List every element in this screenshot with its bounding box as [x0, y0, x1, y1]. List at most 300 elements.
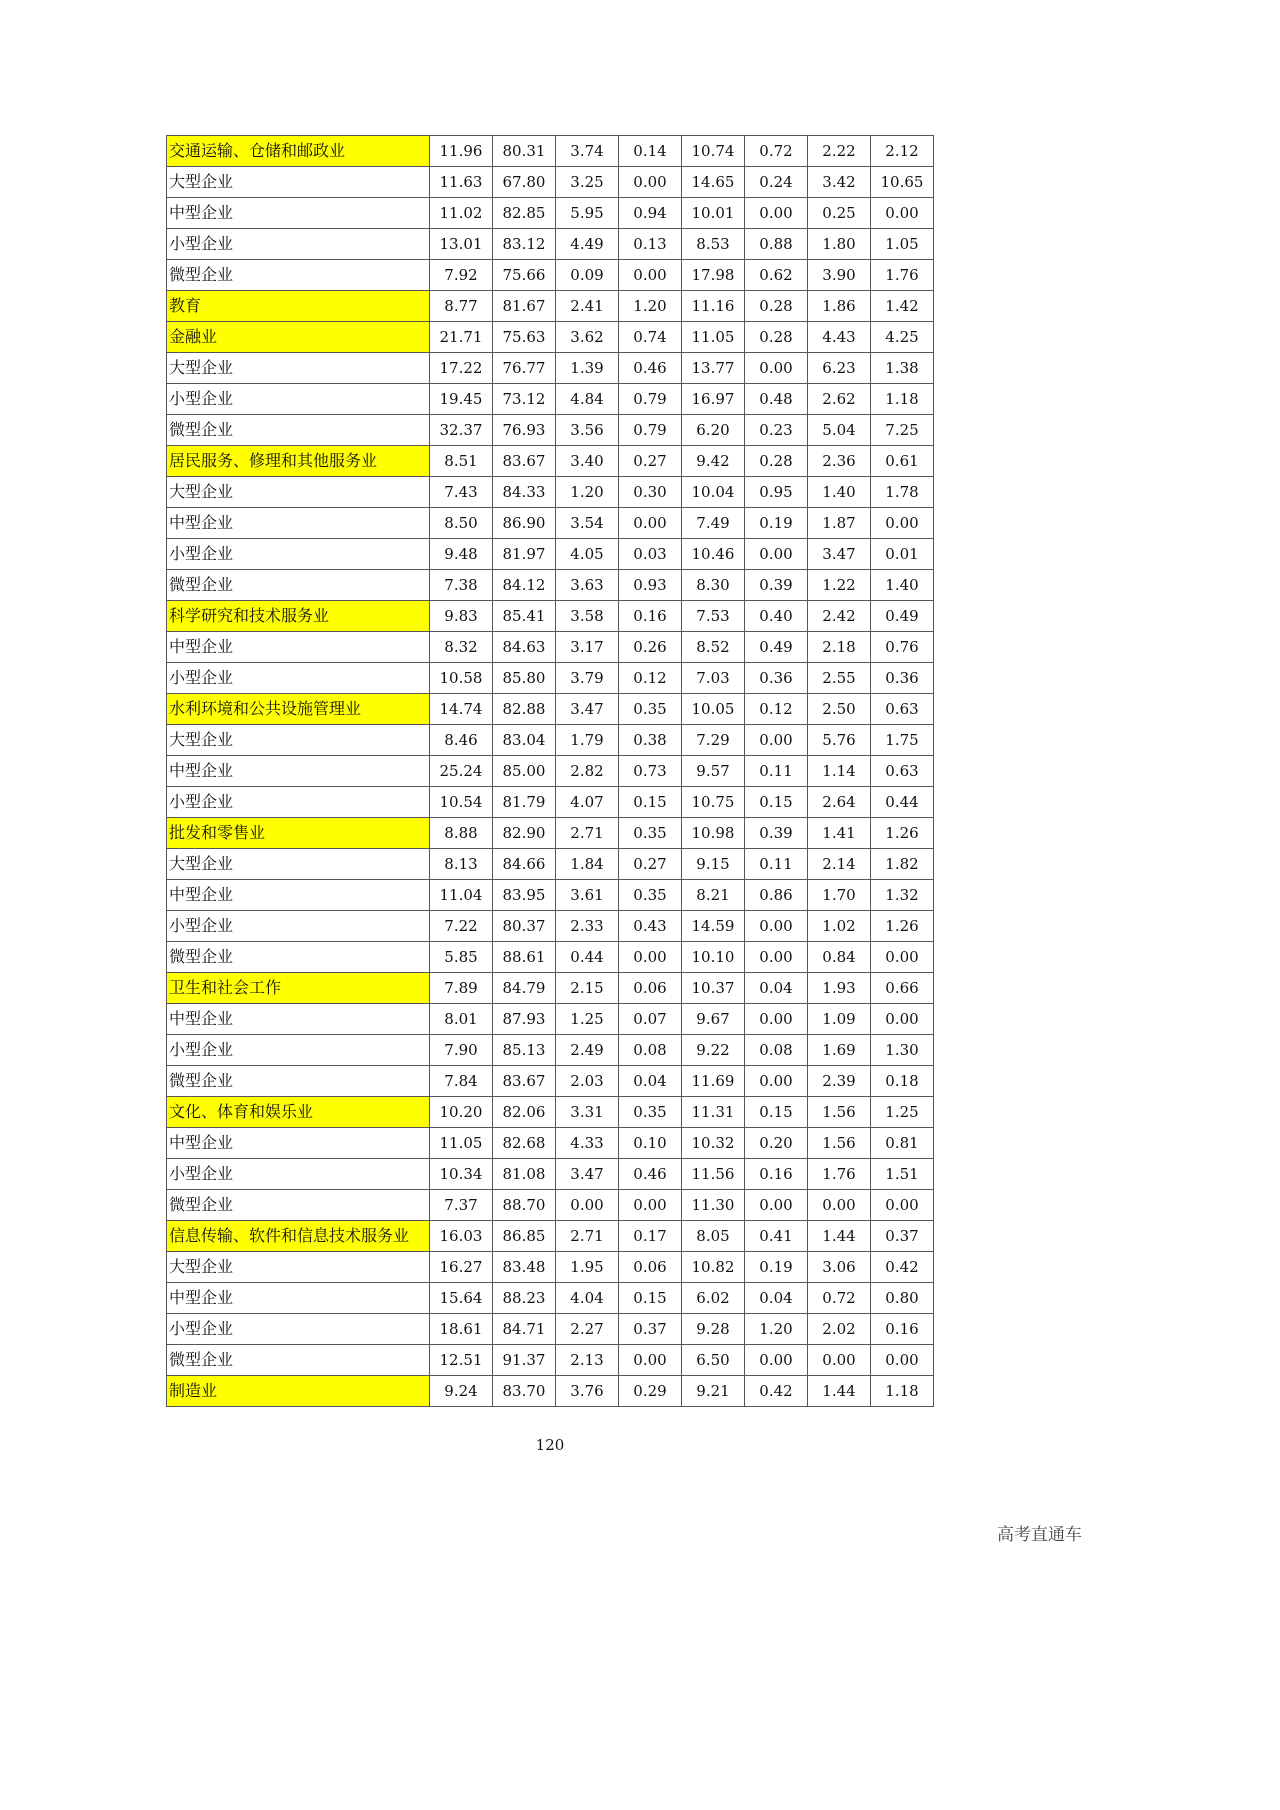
- value-cell: 1.86: [808, 291, 871, 322]
- value-cell: 82.06: [493, 1097, 556, 1128]
- value-cell: 10.34: [430, 1159, 493, 1190]
- value-cell: 0.24: [745, 167, 808, 198]
- value-cell: 1.41: [808, 818, 871, 849]
- value-cell: 1.44: [808, 1221, 871, 1252]
- value-cell: 0.44: [556, 942, 619, 973]
- value-cell: 86.85: [493, 1221, 556, 1252]
- value-cell: 8.50: [430, 508, 493, 539]
- value-cell: 2.64: [808, 787, 871, 818]
- value-cell: 1.18: [871, 1376, 934, 1407]
- industry-label: 金融业: [167, 322, 430, 353]
- value-cell: 3.47: [556, 694, 619, 725]
- value-cell: 7.49: [682, 508, 745, 539]
- value-cell: 10.05: [682, 694, 745, 725]
- value-cell: 84.71: [493, 1314, 556, 1345]
- industry-label: 信息传输、软件和信息技术服务业: [167, 1221, 430, 1252]
- value-cell: 0.49: [745, 632, 808, 663]
- value-cell: 6.20: [682, 415, 745, 446]
- industry-label: 科学研究和技术服务业: [167, 601, 430, 632]
- value-cell: 9.28: [682, 1314, 745, 1345]
- value-cell: 75.63: [493, 322, 556, 353]
- value-cell: 0.08: [745, 1035, 808, 1066]
- value-cell: 84.66: [493, 849, 556, 880]
- industry-row: [167, 1376, 934, 1407]
- value-cell: 17.22: [430, 353, 493, 384]
- value-cell: 7.29: [682, 725, 745, 756]
- enterprise-size-row: [167, 260, 934, 291]
- value-cell: 0.29: [619, 1376, 682, 1407]
- value-cell: 0.73: [619, 756, 682, 787]
- value-cell: 7.03: [682, 663, 745, 694]
- value-cell: 0.00: [745, 353, 808, 384]
- value-cell: 84.63: [493, 632, 556, 663]
- value-cell: 0.63: [871, 756, 934, 787]
- enterprise-size-row: [167, 632, 934, 663]
- value-cell: 83.48: [493, 1252, 556, 1283]
- value-cell: 83.95: [493, 880, 556, 911]
- value-cell: 1.51: [871, 1159, 934, 1190]
- value-cell: 7.89: [430, 973, 493, 1004]
- value-cell: 7.90: [430, 1035, 493, 1066]
- enterprise-size-label: 微型企业: [167, 1190, 430, 1221]
- value-cell: 2.71: [556, 1221, 619, 1252]
- value-cell: 3.58: [556, 601, 619, 632]
- enterprise-size-label: 大型企业: [167, 477, 430, 508]
- enterprise-size-label: 大型企业: [167, 1252, 430, 1283]
- enterprise-size-label: 大型企业: [167, 353, 430, 384]
- value-cell: 9.57: [682, 756, 745, 787]
- value-cell: 83.70: [493, 1376, 556, 1407]
- value-cell: 5.76: [808, 725, 871, 756]
- enterprise-size-label: 小型企业: [167, 229, 430, 260]
- value-cell: 7.37: [430, 1190, 493, 1221]
- value-cell: 14.65: [682, 167, 745, 198]
- value-cell: 1.02: [808, 911, 871, 942]
- value-cell: 0.93: [619, 570, 682, 601]
- value-cell: 0.74: [619, 322, 682, 353]
- enterprise-size-row: [167, 1252, 934, 1283]
- value-cell: 1.42: [871, 291, 934, 322]
- value-cell: 0.72: [808, 1283, 871, 1314]
- value-cell: 80.37: [493, 911, 556, 942]
- value-cell: 2.50: [808, 694, 871, 725]
- industry-data-table: [166, 135, 934, 1407]
- value-cell: 91.37: [493, 1345, 556, 1376]
- value-cell: 9.67: [682, 1004, 745, 1035]
- value-cell: 0.08: [619, 1035, 682, 1066]
- value-cell: 1.20: [745, 1314, 808, 1345]
- enterprise-size-row: [167, 198, 934, 229]
- value-cell: 3.54: [556, 508, 619, 539]
- value-cell: 1.14: [808, 756, 871, 787]
- value-cell: 0.23: [745, 415, 808, 446]
- value-cell: 9.42: [682, 446, 745, 477]
- value-cell: 18.61: [430, 1314, 493, 1345]
- industry-row: [167, 601, 934, 632]
- value-cell: 0.66: [871, 973, 934, 1004]
- enterprise-size-row: [167, 1283, 934, 1314]
- enterprise-size-row: [167, 942, 934, 973]
- enterprise-size-row: [167, 756, 934, 787]
- value-cell: 88.61: [493, 942, 556, 973]
- value-cell: 81.67: [493, 291, 556, 322]
- enterprise-size-row: [167, 167, 934, 198]
- enterprise-size-row: [167, 663, 934, 694]
- value-cell: 7.22: [430, 911, 493, 942]
- enterprise-size-row: [167, 1190, 934, 1221]
- value-cell: 21.71: [430, 322, 493, 353]
- value-cell: 0.12: [745, 694, 808, 725]
- value-cell: 0.12: [619, 663, 682, 694]
- enterprise-size-label: 微型企业: [167, 570, 430, 601]
- value-cell: 81.79: [493, 787, 556, 818]
- value-cell: 32.37: [430, 415, 493, 446]
- industry-row: [167, 1221, 934, 1252]
- value-cell: 1.20: [619, 291, 682, 322]
- value-cell: 0.38: [619, 725, 682, 756]
- industry-row: [167, 818, 934, 849]
- value-cell: 8.51: [430, 446, 493, 477]
- value-cell: 10.46: [682, 539, 745, 570]
- value-cell: 1.39: [556, 353, 619, 384]
- value-cell: 4.05: [556, 539, 619, 570]
- value-cell: 1.76: [808, 1159, 871, 1190]
- value-cell: 1.18: [871, 384, 934, 415]
- enterprise-size-label: 小型企业: [167, 539, 430, 570]
- value-cell: 8.01: [430, 1004, 493, 1035]
- value-cell: 84.33: [493, 477, 556, 508]
- value-cell: 0.37: [871, 1221, 934, 1252]
- enterprise-size-row: [167, 508, 934, 539]
- value-cell: 8.21: [682, 880, 745, 911]
- value-cell: 3.61: [556, 880, 619, 911]
- value-cell: 83.67: [493, 1066, 556, 1097]
- industry-row: [167, 973, 934, 1004]
- value-cell: 8.53: [682, 229, 745, 260]
- value-cell: 10.82: [682, 1252, 745, 1283]
- value-cell: 0.40: [745, 601, 808, 632]
- value-cell: 1.22: [808, 570, 871, 601]
- value-cell: 0.00: [619, 1190, 682, 1221]
- enterprise-size-label: 小型企业: [167, 787, 430, 818]
- value-cell: 0.41: [745, 1221, 808, 1252]
- value-cell: 88.70: [493, 1190, 556, 1221]
- value-cell: 0.35: [619, 818, 682, 849]
- value-cell: 6.23: [808, 353, 871, 384]
- value-cell: 0.79: [619, 415, 682, 446]
- enterprise-size-row: [167, 1004, 934, 1035]
- value-cell: 25.24: [430, 756, 493, 787]
- value-cell: 2.12: [871, 136, 934, 167]
- value-cell: 0.11: [745, 756, 808, 787]
- value-cell: 73.12: [493, 384, 556, 415]
- value-cell: 2.82: [556, 756, 619, 787]
- value-cell: 0.27: [619, 849, 682, 880]
- value-cell: 1.44: [808, 1376, 871, 1407]
- value-cell: 1.82: [871, 849, 934, 880]
- value-cell: 84.12: [493, 570, 556, 601]
- value-cell: 0.04: [619, 1066, 682, 1097]
- value-cell: 5.04: [808, 415, 871, 446]
- value-cell: 0.88: [745, 229, 808, 260]
- value-cell: 0.62: [745, 260, 808, 291]
- value-cell: 1.38: [871, 353, 934, 384]
- value-cell: 2.62: [808, 384, 871, 415]
- value-cell: 11.69: [682, 1066, 745, 1097]
- value-cell: 0.17: [619, 1221, 682, 1252]
- value-cell: 8.05: [682, 1221, 745, 1252]
- value-cell: 12.51: [430, 1345, 493, 1376]
- value-cell: 0.36: [871, 663, 934, 694]
- value-cell: 16.97: [682, 384, 745, 415]
- value-cell: 10.20: [430, 1097, 493, 1128]
- value-cell: 76.93: [493, 415, 556, 446]
- enterprise-size-label: 中型企业: [167, 198, 430, 229]
- value-cell: 0.06: [619, 1252, 682, 1283]
- value-cell: 4.84: [556, 384, 619, 415]
- value-cell: 10.75: [682, 787, 745, 818]
- value-cell: 1.56: [808, 1128, 871, 1159]
- value-cell: 0.30: [619, 477, 682, 508]
- enterprise-size-row: [167, 1314, 934, 1345]
- value-cell: 1.69: [808, 1035, 871, 1066]
- industry-row: [167, 291, 934, 322]
- value-cell: 0.25: [808, 198, 871, 229]
- value-cell: 10.54: [430, 787, 493, 818]
- value-cell: 1.56: [808, 1097, 871, 1128]
- value-cell: 5.95: [556, 198, 619, 229]
- enterprise-size-row: [167, 880, 934, 911]
- enterprise-size-label: 大型企业: [167, 849, 430, 880]
- enterprise-size-label: 中型企业: [167, 632, 430, 663]
- enterprise-size-row: [167, 725, 934, 756]
- enterprise-size-label: 小型企业: [167, 1159, 430, 1190]
- value-cell: 0.07: [619, 1004, 682, 1035]
- enterprise-size-label: 大型企业: [167, 725, 430, 756]
- value-cell: 11.04: [430, 880, 493, 911]
- value-cell: 11.05: [430, 1128, 493, 1159]
- enterprise-size-label: 中型企业: [167, 1128, 430, 1159]
- value-cell: 2.41: [556, 291, 619, 322]
- value-cell: 14.59: [682, 911, 745, 942]
- value-cell: 0.16: [871, 1314, 934, 1345]
- value-cell: 11.56: [682, 1159, 745, 1190]
- value-cell: 6.50: [682, 1345, 745, 1376]
- value-cell: 19.45: [430, 384, 493, 415]
- value-cell: 0.28: [745, 446, 808, 477]
- value-cell: 9.15: [682, 849, 745, 880]
- value-cell: 0.00: [871, 1345, 934, 1376]
- value-cell: 6.02: [682, 1283, 745, 1314]
- enterprise-size-label: 中型企业: [167, 880, 430, 911]
- value-cell: 3.40: [556, 446, 619, 477]
- value-cell: 1.80: [808, 229, 871, 260]
- value-cell: 4.25: [871, 322, 934, 353]
- value-cell: 0.80: [871, 1283, 934, 1314]
- value-cell: 7.43: [430, 477, 493, 508]
- industry-label: 居民服务、修理和其他服务业: [167, 446, 430, 477]
- value-cell: 76.77: [493, 353, 556, 384]
- value-cell: 85.41: [493, 601, 556, 632]
- value-cell: 4.49: [556, 229, 619, 260]
- value-cell: 9.48: [430, 539, 493, 570]
- value-cell: 1.87: [808, 508, 871, 539]
- value-cell: 85.00: [493, 756, 556, 787]
- value-cell: 7.53: [682, 601, 745, 632]
- value-cell: 3.47: [808, 539, 871, 570]
- value-cell: 0.35: [619, 880, 682, 911]
- value-cell: 0.00: [619, 260, 682, 291]
- value-cell: 5.85: [430, 942, 493, 973]
- value-cell: 2.49: [556, 1035, 619, 1066]
- value-cell: 0.28: [745, 291, 808, 322]
- value-cell: 88.23: [493, 1283, 556, 1314]
- value-cell: 0.19: [745, 1252, 808, 1283]
- value-cell: 9.83: [430, 601, 493, 632]
- value-cell: 4.33: [556, 1128, 619, 1159]
- value-cell: 3.31: [556, 1097, 619, 1128]
- value-cell: 0.94: [619, 198, 682, 229]
- enterprise-size-row: [167, 229, 934, 260]
- value-cell: 2.71: [556, 818, 619, 849]
- value-cell: 0.72: [745, 136, 808, 167]
- value-cell: 11.30: [682, 1190, 745, 1221]
- value-cell: 10.32: [682, 1128, 745, 1159]
- value-cell: 9.21: [682, 1376, 745, 1407]
- enterprise-size-label: 中型企业: [167, 508, 430, 539]
- value-cell: 0.26: [619, 632, 682, 663]
- enterprise-size-label: 微型企业: [167, 1066, 430, 1097]
- value-cell: 7.25: [871, 415, 934, 446]
- value-cell: 3.76: [556, 1376, 619, 1407]
- value-cell: 11.31: [682, 1097, 745, 1128]
- value-cell: 0.16: [745, 1159, 808, 1190]
- value-cell: 1.78: [871, 477, 934, 508]
- enterprise-size-label: 小型企业: [167, 384, 430, 415]
- value-cell: 0.15: [745, 787, 808, 818]
- value-cell: 0.39: [745, 570, 808, 601]
- value-cell: 8.32: [430, 632, 493, 663]
- enterprise-size-row: [167, 1159, 934, 1190]
- value-cell: 0.19: [745, 508, 808, 539]
- value-cell: 0.11: [745, 849, 808, 880]
- value-cell: 2.22: [808, 136, 871, 167]
- enterprise-size-label: 微型企业: [167, 415, 430, 446]
- enterprise-size-row: [167, 1345, 934, 1376]
- value-cell: 1.75: [871, 725, 934, 756]
- value-cell: 0.15: [619, 1283, 682, 1314]
- value-cell: 4.07: [556, 787, 619, 818]
- value-cell: 0.13: [619, 229, 682, 260]
- value-cell: 0.00: [745, 942, 808, 973]
- value-cell: 0.09: [556, 260, 619, 291]
- value-cell: 3.56: [556, 415, 619, 446]
- value-cell: 75.66: [493, 260, 556, 291]
- enterprise-size-label: 中型企业: [167, 756, 430, 787]
- industry-label: 制造业: [167, 1376, 430, 1407]
- value-cell: 2.55: [808, 663, 871, 694]
- value-cell: 0.10: [619, 1128, 682, 1159]
- value-cell: 0.43: [619, 911, 682, 942]
- value-cell: 0.44: [871, 787, 934, 818]
- value-cell: 0.18: [871, 1066, 934, 1097]
- value-cell: 0.00: [619, 167, 682, 198]
- industry-row: [167, 694, 934, 725]
- value-cell: 2.39: [808, 1066, 871, 1097]
- value-cell: 0.00: [871, 198, 934, 229]
- value-cell: 0.00: [619, 942, 682, 973]
- value-cell: 0.27: [619, 446, 682, 477]
- value-cell: 2.02: [808, 1314, 871, 1345]
- value-cell: 0.06: [619, 973, 682, 1004]
- value-cell: 0.00: [745, 539, 808, 570]
- value-cell: 2.15: [556, 973, 619, 1004]
- value-cell: 0.00: [745, 198, 808, 229]
- value-cell: 85.80: [493, 663, 556, 694]
- value-cell: 0.20: [745, 1128, 808, 1159]
- value-cell: 81.08: [493, 1159, 556, 1190]
- value-cell: 1.26: [871, 818, 934, 849]
- value-cell: 8.13: [430, 849, 493, 880]
- value-cell: 0.00: [808, 1345, 871, 1376]
- value-cell: 1.70: [808, 880, 871, 911]
- value-cell: 0.00: [619, 1345, 682, 1376]
- value-cell: 8.30: [682, 570, 745, 601]
- value-cell: 2.14: [808, 849, 871, 880]
- value-cell: 16.03: [430, 1221, 493, 1252]
- value-cell: 0.37: [619, 1314, 682, 1345]
- value-cell: 0.00: [745, 1345, 808, 1376]
- value-cell: 67.80: [493, 167, 556, 198]
- value-cell: 3.63: [556, 570, 619, 601]
- value-cell: 10.37: [682, 973, 745, 1004]
- value-cell: 83.67: [493, 446, 556, 477]
- value-cell: 0.42: [745, 1376, 808, 1407]
- value-cell: 0.00: [619, 508, 682, 539]
- value-cell: 3.17: [556, 632, 619, 663]
- value-cell: 4.04: [556, 1283, 619, 1314]
- value-cell: 2.36: [808, 446, 871, 477]
- value-cell: 0.04: [745, 1283, 808, 1314]
- value-cell: 10.98: [682, 818, 745, 849]
- value-cell: 0.39: [745, 818, 808, 849]
- enterprise-size-row: [167, 911, 934, 942]
- value-cell: 0.01: [871, 539, 934, 570]
- value-cell: 0.00: [871, 1004, 934, 1035]
- value-cell: 81.97: [493, 539, 556, 570]
- enterprise-size-row: [167, 477, 934, 508]
- industry-row: [167, 1097, 934, 1128]
- enterprise-size-label: 大型企业: [167, 167, 430, 198]
- enterprise-size-row: [167, 570, 934, 601]
- enterprise-size-label: 微型企业: [167, 1345, 430, 1376]
- value-cell: 0.03: [619, 539, 682, 570]
- industry-label: 文化、体育和娱乐业: [167, 1097, 430, 1128]
- value-cell: 1.25: [556, 1004, 619, 1035]
- industry-label: 交通运输、仓储和邮政业: [167, 136, 430, 167]
- industry-label: 水利环境和公共设施管理业: [167, 694, 430, 725]
- value-cell: 7.84: [430, 1066, 493, 1097]
- enterprise-size-label: 微型企业: [167, 260, 430, 291]
- value-cell: 0.16: [619, 601, 682, 632]
- value-cell: 82.88: [493, 694, 556, 725]
- value-cell: 0.95: [745, 477, 808, 508]
- value-cell: 3.42: [808, 167, 871, 198]
- value-cell: 0.14: [619, 136, 682, 167]
- value-cell: 0.63: [871, 694, 934, 725]
- value-cell: 3.25: [556, 167, 619, 198]
- value-cell: 13.77: [682, 353, 745, 384]
